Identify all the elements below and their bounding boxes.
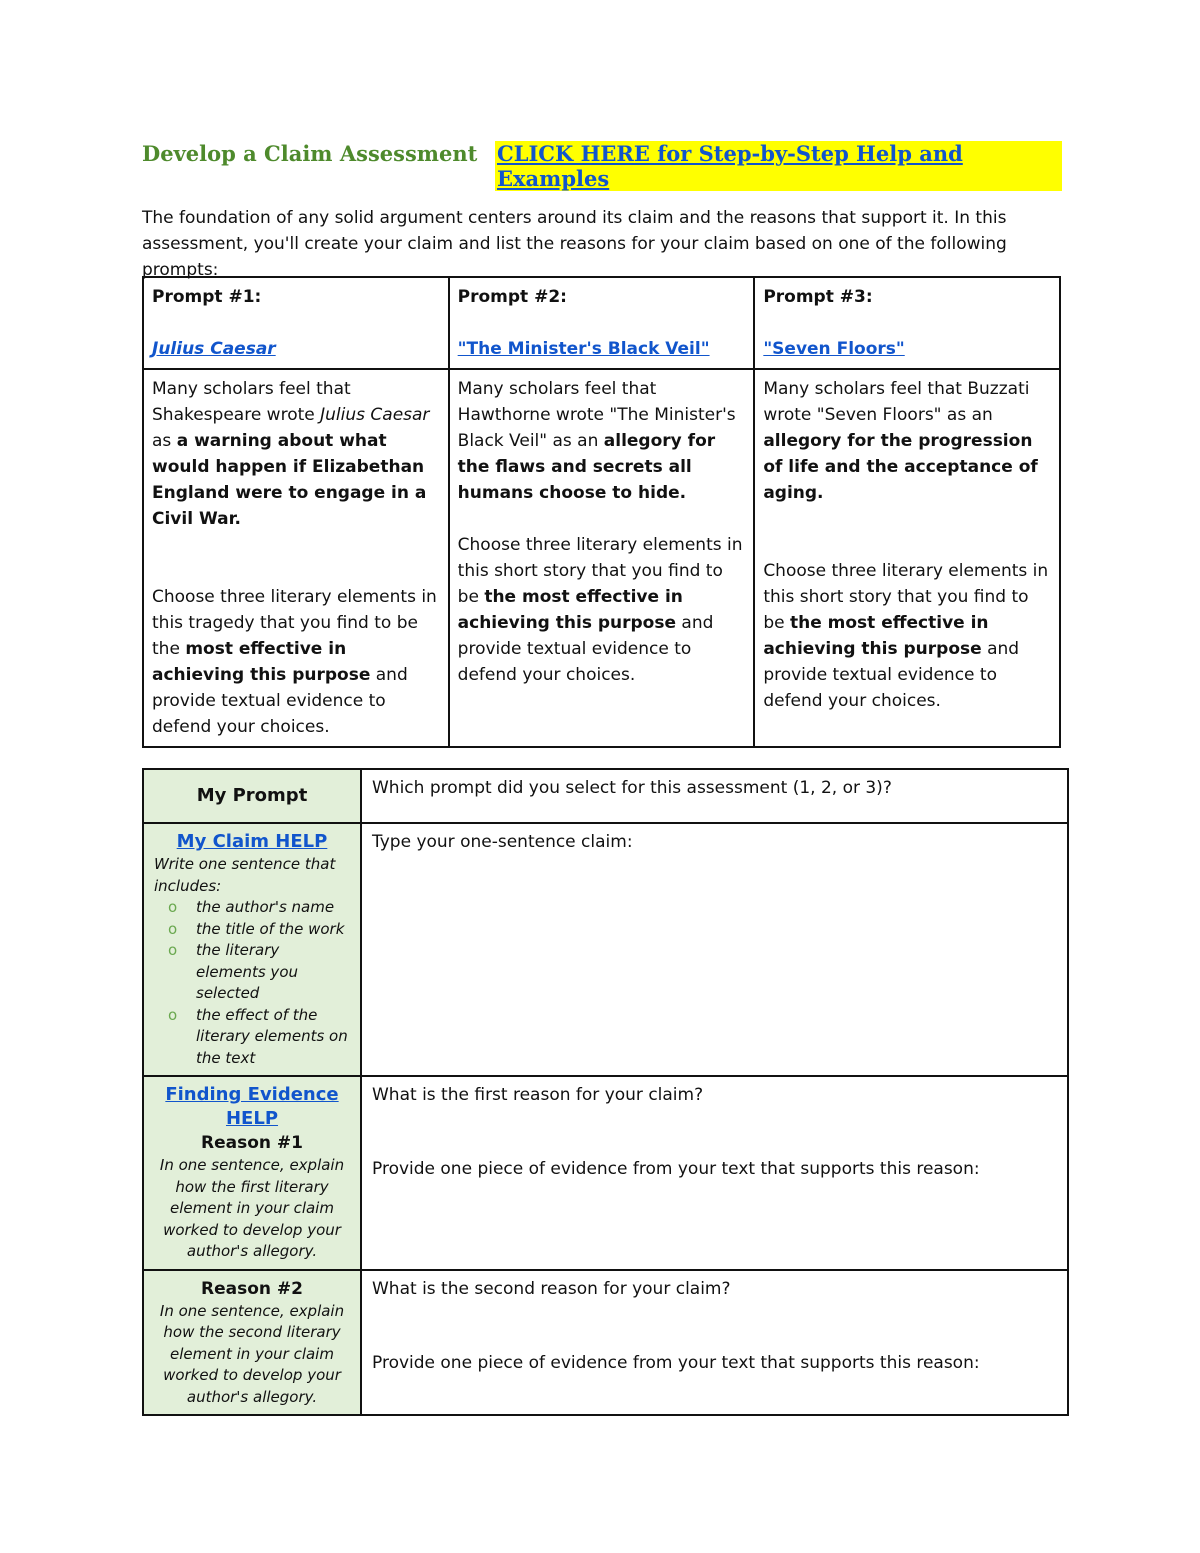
- reason-1-answer-cell[interactable]: [361, 1076, 1068, 1270]
- list-item: o the effect of the literary elements on the text: [168, 1005, 348, 1067]
- prompt-2-header: [449, 277, 755, 369]
- prompt-3-header: [754, 277, 1060, 369]
- list-item: o the author's name: [168, 897, 350, 919]
- claim-help-link[interactable]: My Claim HELP: [176, 831, 328, 852]
- prompt-2-link[interactable]: "The Minister's Black Veil": [457, 339, 710, 359]
- prompt-instructions: Choose three literary elements in this short story that you find to be the most effective in achieving this purpose and provide textual evidence to defend your choices.: [763, 561, 1049, 711]
- prompt-3-body: [754, 369, 1060, 747]
- prompts-table: [142, 276, 1061, 748]
- reason-2-note: In one sentence, explain how the second literary element in your claim worked to develop your author's allegory.: [159, 1301, 345, 1406]
- prompt-1-link[interactable]: Julius Caesar: [152, 339, 276, 359]
- claim-help-cell: [143, 823, 361, 1076]
- prompt-description: Many scholars feel that Shakespeare wrote Julius Caesar as a warning about what would happen if Elizabethan England were to engage in a Civil War.: [152, 379, 430, 529]
- page-title: Develop a Claim Assessment: [142, 141, 478, 166]
- reason-1-label: Reason #1: [201, 1133, 303, 1153]
- reason-2-question: What is the second reason for your claim?: [372, 1278, 731, 1299]
- prompt-1-body: [143, 369, 449, 747]
- prompt-description: Many scholars feel that Buzzati wrote "Seven Floors" as an allegory for the progression of life and the acceptance of aging.: [763, 379, 1038, 503]
- reason-2-help-cell: [143, 1270, 361, 1416]
- prompt-instructions: Choose three literary elements in this short story that you find to be the most effective in achieving this purpose and provide textual evidence to defend your choices.: [457, 535, 743, 685]
- circle-bullet-icon: o: [168, 941, 178, 959]
- prompt-1-header: [143, 277, 449, 369]
- prompt-label: Prompt #1:: [152, 287, 262, 307]
- finding-evidence-help-link[interactable]: Finding Evidence HELP: [165, 1084, 339, 1129]
- reason-2-answer-cell[interactable]: [361, 1270, 1068, 1416]
- circle-bullet-icon: o: [168, 919, 178, 938]
- reason-2-label: Reason #2: [201, 1278, 303, 1299]
- my-prompt-label: My Prompt: [143, 769, 361, 823]
- circle-bullet-icon: o: [168, 1005, 178, 1024]
- my-prompt-answer-cell[interactable]: [361, 769, 1068, 823]
- header: [142, 141, 1062, 191]
- intro-paragraph: The foundation of any solid argument centers around its claim and the reasons that support it. In this assessment, you'll create your claim and list the reasons for your claim based on one of the following prompts:: [142, 208, 1007, 280]
- prompt-label: Prompt #2:: [457, 287, 567, 307]
- assessment-table: [142, 768, 1069, 1416]
- claim-answer-cell[interactable]: [361, 823, 1068, 1076]
- help-link[interactable]: CLICK HERE for Step-by-Step Help and Examples: [495, 141, 1062, 191]
- reason-1-help-cell: [143, 1076, 361, 1270]
- claim-question: Type your one-sentence claim:: [372, 832, 633, 852]
- circle-bullet-icon: o: [168, 898, 178, 916]
- prompt-3-link[interactable]: "Seven Floors": [763, 339, 905, 359]
- prompt-description: Many scholars feel that Hawthorne wrote "The Minister's Black Veil" as an allegory for the flaws and secrets all humans choose to hide.: [457, 379, 736, 503]
- reason-1-evidence-question: Provide one piece of evidence from your text that supports this reason:: [372, 1159, 980, 1179]
- my-prompt-question: Which prompt did you select for this assessment (1, 2, or 3)?: [372, 778, 892, 798]
- prompt-2-body: [449, 369, 755, 747]
- list-item: o the literary elements you selected: [168, 941, 298, 1002]
- reason-1-note: In one sentence, explain how the first literary element in your claim worked to develop your author's allegory.: [159, 1156, 345, 1260]
- reason-2-evidence-question: Provide one piece of evidence from your text that supports this reason:: [372, 1352, 980, 1373]
- prompt-label: Prompt #3:: [763, 287, 873, 307]
- claim-note: Write one sentence that includes:: [154, 855, 336, 895]
- reason-1-question: What is the first reason for your claim?: [372, 1085, 704, 1105]
- claim-checklist: [154, 897, 350, 1069]
- list-item: o the title of the work: [168, 919, 350, 941]
- prompt-instructions: Choose three literary elements in this tragedy that you find to be the most effective in achieving this purpose and provide textual evidence to defend your choices.: [152, 587, 437, 737]
